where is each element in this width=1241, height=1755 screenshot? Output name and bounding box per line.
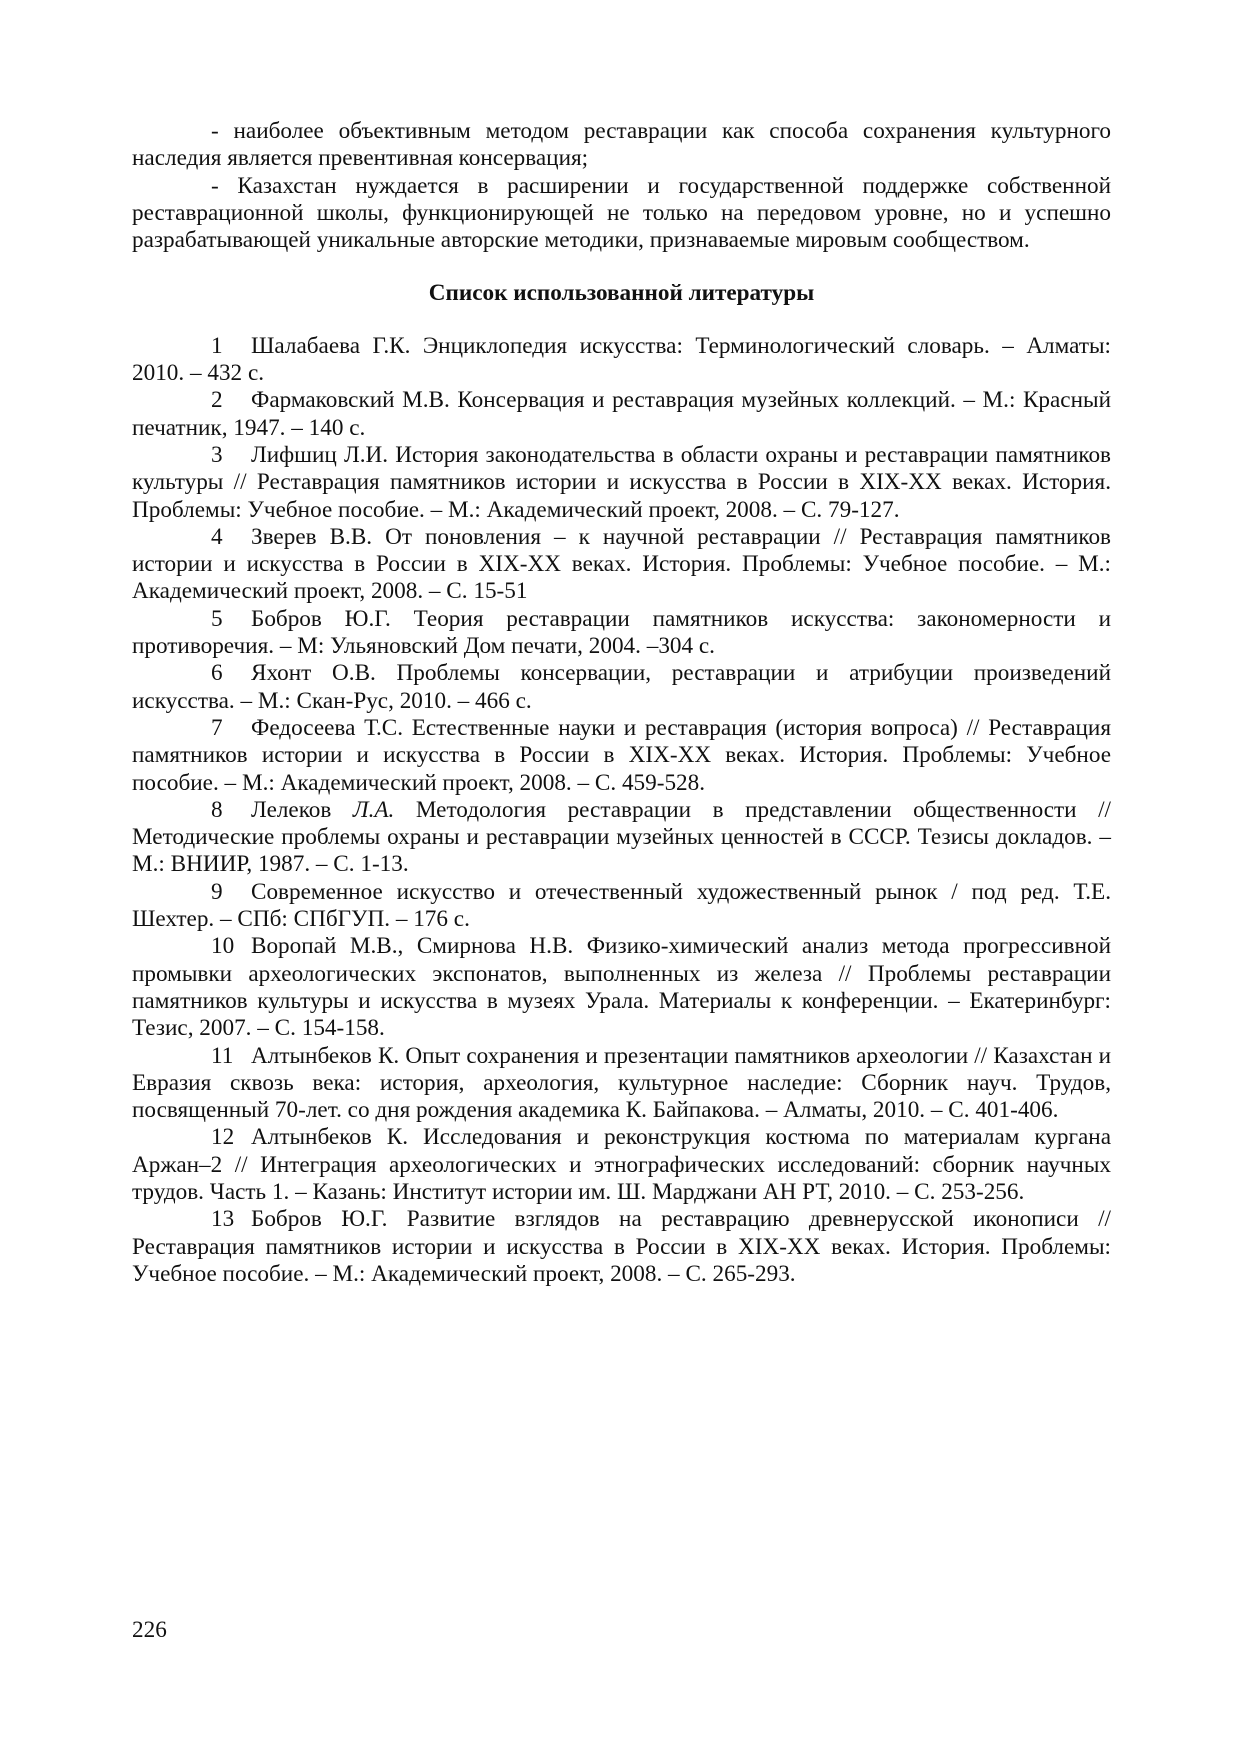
reference-number: 9 bbox=[211, 878, 223, 905]
reference-number: 2 bbox=[211, 387, 223, 414]
reference-item-9 bbox=[132, 879, 1111, 934]
reference-text: Шалабаева Г.К. Энциклопедия искусства: Терминологический словарь. – Алматы: 2010. – 432 с. bbox=[132, 332, 1111, 387]
reference-number: 1 bbox=[211, 332, 223, 359]
reference-number: 10 bbox=[211, 933, 235, 960]
reference-number: 4 bbox=[211, 523, 223, 550]
reference-number: 5 bbox=[211, 605, 223, 632]
reference-item-12 bbox=[132, 1124, 1111, 1206]
reference-text: Яхонт О.В. Проблемы консервации, реставрации и атрибуции произведений искусства. – М.: Скан-Рус, 2010. – 466 с. bbox=[132, 660, 1111, 714]
reference-text: Современное искусство и отечественный художественный рынок / под ред. Т.Е. Шехтер. – СПб: СПбГУП. – 176 с. bbox=[132, 878, 1111, 933]
document-page bbox=[132, 118, 1111, 1288]
reference-item-3 bbox=[132, 442, 1111, 524]
reference-item-7 bbox=[132, 715, 1111, 797]
reference-number: 3 bbox=[211, 441, 223, 468]
reference-author-initials: Л.А. bbox=[352, 796, 395, 823]
reference-text: Методология реставрации в представлении общественности // Методические проблемы охраны и реставрации музейных ценностей в СССР. Тезисы докладов. – М.: ВНИИР, 1987. – С. 1-13. bbox=[132, 796, 1111, 878]
reference-number: 8 bbox=[211, 796, 223, 823]
reference-text: Федосеева Т.С. Естественные науки и реставрация (история вопроса) // Реставрация памятников истории и искусства в России в XIX-XX веках. История. Проблемы: Учебное пособие. – М.: Академический проект, 2008. – С. 459-528. bbox=[132, 714, 1111, 796]
references-heading: Список использованной литературы bbox=[428, 280, 815, 307]
conclusion-item-2: - Казахстан нуждается в расширении и государственной поддержке собственной реставрационной школы, функционирующей не только на передовом уровне, но и успешно разрабатывающей уникальные авторские методики, признаваемые мировым сообществом. bbox=[132, 172, 1111, 254]
page-number: 226 bbox=[132, 1617, 167, 1643]
reference-item-13 bbox=[132, 1206, 1111, 1288]
reference-text: Лифшиц Л.И. История законодательства в области охраны и реставрации памятников культуры // Реставрация памятников истории и искусства в России в XIX-XX веках. История. Проблемы: Учебное пособие. – М.: Академический проект, 2008. – С. 79-127. bbox=[132, 441, 1111, 523]
reference-number: 6 bbox=[211, 660, 223, 687]
reference-text: Алтынбеков К. Исследования и реконструкция костюма по материалам кургана Аржан–2 // Интеграция археологических и этнографических исследований: сборник научных трудов. Часть 1. – Казань: Институт истории им. Ш. Марджани АН РТ, 2010. – С. 253-256. bbox=[132, 1124, 1111, 1205]
reference-author: Лелеков bbox=[251, 796, 353, 823]
reference-text: Воропай М.В., Смирнова Н.В. Физико-химический анализ метода прогрессивной промывки археологических экспонатов, выполненных из железа // Проблемы реставрации памятников культуры и искусства в музеях Урала. Материалы к конференции. – Екатеринбург: Тезис, 2007. – С. 154-158. bbox=[132, 933, 1111, 1042]
reference-item-2 bbox=[132, 387, 1111, 442]
reference-item-6 bbox=[132, 660, 1111, 715]
reference-list bbox=[132, 333, 1111, 1288]
reference-text: Фармаковский М.В. Консервация и реставрация музейных коллекций. – М.: Красный печатник, 1947. – 140 с. bbox=[132, 387, 1111, 441]
reference-item-1 bbox=[132, 333, 1111, 388]
reference-item-4 bbox=[132, 524, 1111, 606]
reference-item-8 bbox=[132, 797, 1111, 879]
reference-item-11 bbox=[132, 1043, 1111, 1125]
reference-number: 11 bbox=[211, 1042, 234, 1069]
reference-text: Бобров Ю.Г. Теория реставрации памятников искусства: закономерности и противоречия. – М: Ульяновский Дом печати, 2004. –304 с. bbox=[132, 605, 1111, 660]
reference-item-10 bbox=[132, 933, 1111, 1042]
reference-number: 12 bbox=[211, 1124, 235, 1151]
reference-text: Алтынбеков К. Опыт сохранения и презентации памятников археологии // Казахстан и Евразия сквозь века: история, археология, культурное наследие: Сборник науч. Трудов, посвященный 70-лет. со дня рождения академика К. Байпакова. – Алматы, 2010. – С. 401-406. bbox=[132, 1042, 1111, 1124]
reference-number: 7 bbox=[211, 714, 223, 741]
conclusion-item-1: - наиболее объективным методом реставрации как способа сохранения культурного наследия является превентивная консервация; bbox=[132, 118, 1111, 172]
reference-item-5 bbox=[132, 606, 1111, 661]
reference-text: Зверев В.В. От поновления – к научной реставрации // Реставрация памятников истории и искусства в России в XIX-XX веках. История. Проблемы: Учебное пособие. – М.: Академический проект, 2008. – С. 15-51 bbox=[132, 523, 1111, 605]
reference-number: 13 bbox=[211, 1206, 235, 1233]
reference-text: Бобров Ю.Г. Развитие взглядов на реставрацию древнерусской иконописи // Реставрация памятников истории и искусства в России в XIX-XX веках. История. Проблемы: Учебное пособие. – М.: Академический проект, 2008. – С. 265-293. bbox=[132, 1206, 1111, 1287]
